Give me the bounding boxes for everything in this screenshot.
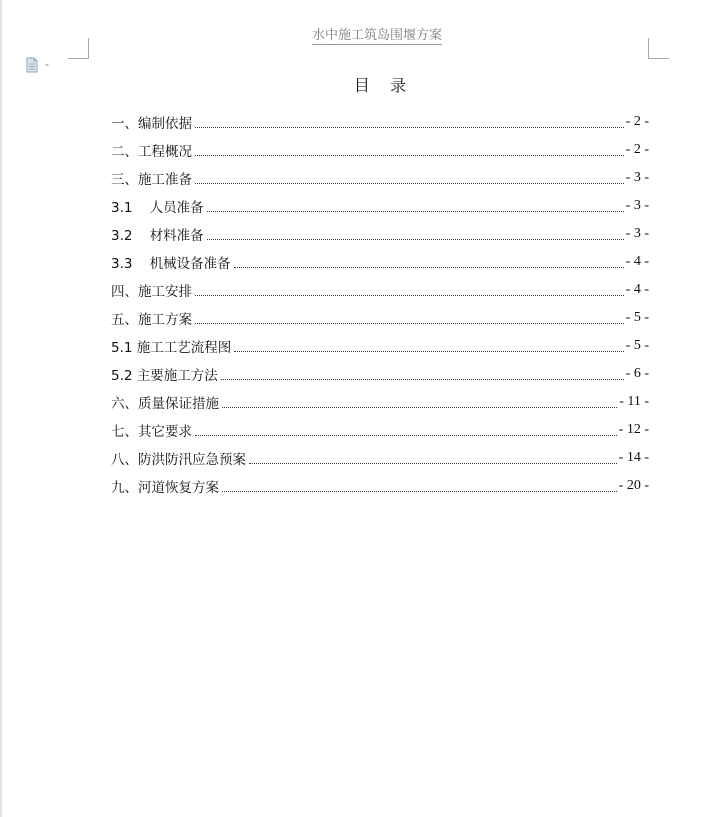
- toc-entry-label: 5.1 施工工艺流程图: [111, 340, 232, 356]
- toc-entry-page-number: - 3 -: [625, 170, 649, 185]
- toc-entry[interactable]: [111, 192, 649, 220]
- toc-dot-leader: [195, 127, 624, 128]
- toc-entry-page-number: - 2 -: [625, 114, 649, 129]
- toc-entry-label: 一、编制依据: [111, 116, 192, 132]
- header-title: 水中施工筑岛围堰方案: [311, 28, 442, 43]
- toc-entry[interactable]: [111, 416, 649, 444]
- page-left-edge: [0, 0, 2, 817]
- toc-entry-page-number: - 3 -: [625, 198, 649, 213]
- toc-entry[interactable]: [111, 472, 649, 500]
- toc-entry-label: 四、施工安排: [111, 284, 192, 300]
- toc-entry[interactable]: [111, 388, 649, 416]
- toc-entry-page-number: - 2 -: [625, 142, 649, 157]
- toc-entry-label: 二、工程概况: [111, 144, 192, 160]
- toc-entry-page-number: - 5 -: [625, 310, 649, 325]
- toc-entry[interactable]: [111, 276, 649, 304]
- toc-entry-label: 七、其它要求: [111, 424, 192, 440]
- document-icon[interactable]: [25, 57, 55, 73]
- caret-down-icon: [45, 64, 49, 67]
- toc-entry-label: 三、施工准备: [111, 172, 192, 188]
- toc-dot-leader: [234, 267, 624, 268]
- toc-entry-label: 九、河道恢复方案: [111, 480, 219, 496]
- toc-dot-leader: [195, 155, 624, 156]
- toc-entry-page-number: - 5 -: [625, 338, 649, 353]
- toc-entry[interactable]: [111, 108, 649, 136]
- toc-entry[interactable]: [111, 248, 649, 276]
- toc-entry-label: 5.2 主要施工方法: [111, 368, 218, 384]
- toc-entry-page-number: - 12 -: [618, 422, 649, 437]
- page-header: [0, 24, 716, 43]
- toc-entry[interactable]: [111, 360, 649, 388]
- toc-dot-leader: [221, 379, 624, 380]
- toc-entry[interactable]: [111, 220, 649, 248]
- toc-dot-leader: [222, 491, 617, 492]
- toc-entry-label: 3.1 人员准备: [111, 200, 204, 216]
- toc-dot-leader: [222, 407, 617, 408]
- toc-entry-label: 3.2 材料准备: [111, 228, 204, 244]
- margin-corner-top-right: [648, 38, 669, 59]
- toc-entry[interactable]: [111, 444, 649, 472]
- toc-dot-leader: [195, 295, 624, 296]
- toc-entry-label: 六、质量保证措施: [111, 396, 219, 412]
- toc-entry[interactable]: [111, 136, 649, 164]
- toc-entry[interactable]: [111, 164, 649, 192]
- toc-entry[interactable]: [111, 304, 649, 332]
- toc-entry[interactable]: [111, 332, 649, 360]
- toc-entry-page-number: - 14 -: [618, 450, 649, 465]
- toc-entry-page-number: - 6 -: [625, 366, 649, 381]
- toc-entry-label: 八、防洪防汛应急预案: [111, 452, 246, 468]
- toc-entry-label: 3.3 机械设备准备: [111, 256, 231, 272]
- toc-entry-page-number: - 11 -: [619, 394, 649, 409]
- toc-entry-label: 五、施工方案: [111, 312, 192, 328]
- toc-entry-page-number: - 4 -: [625, 282, 649, 297]
- toc-dot-leader: [195, 435, 617, 436]
- toc-entry-page-number: - 4 -: [625, 254, 649, 269]
- table-of-contents: [111, 108, 649, 500]
- toc-dot-leader: [195, 183, 624, 184]
- toc-dot-leader: [234, 351, 623, 352]
- toc-dot-leader: [195, 323, 624, 324]
- toc-heading: 目 录: [353, 76, 407, 95]
- toc-dot-leader: [207, 239, 624, 240]
- toc-entry-page-number: - 3 -: [625, 226, 649, 241]
- toc-dot-leader: [249, 463, 617, 464]
- toc-entry-page-number: - 20 -: [618, 478, 649, 493]
- margin-corner-top-left: [68, 38, 89, 59]
- toc-dot-leader: [207, 211, 624, 212]
